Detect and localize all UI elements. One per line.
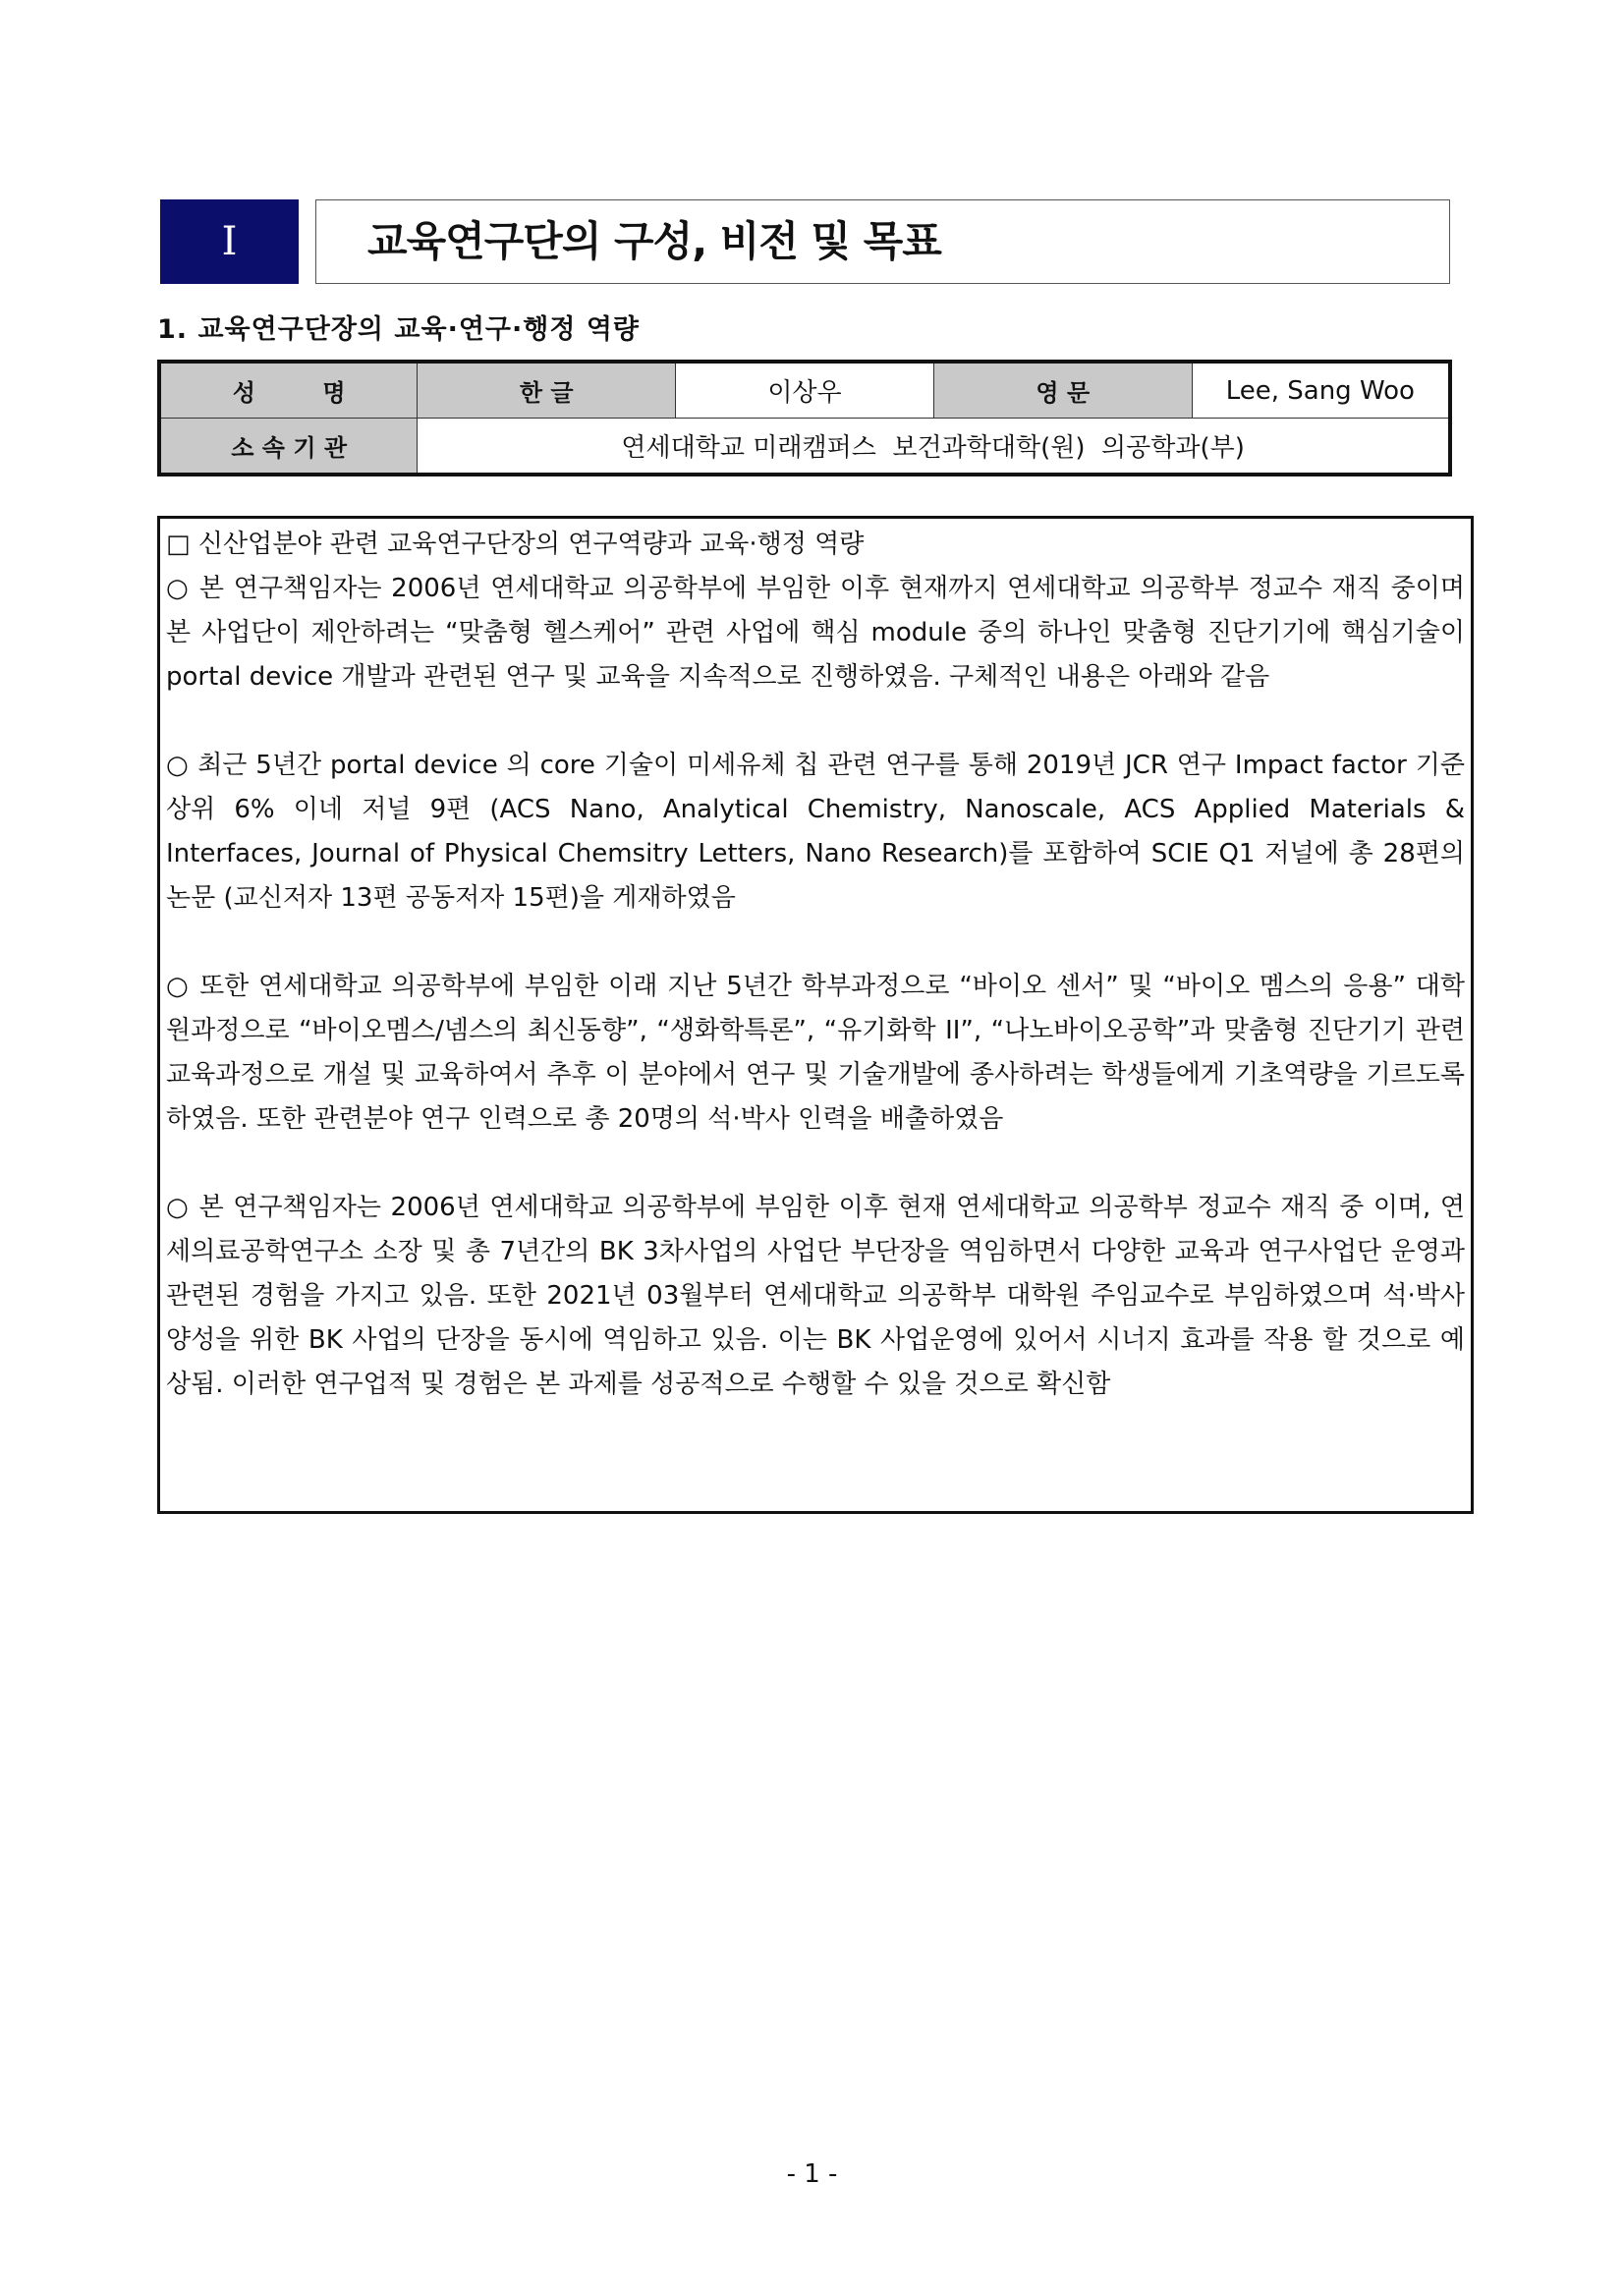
affiliation-value: 연세대학교 미래캠퍼스 보건과학대학(원) 의공학과(부) — [418, 419, 1450, 476]
page-number: - 1 - — [786, 2159, 838, 2189]
paragraph-career: ○ 본 연구책임자는 2006년 연세대학교 의공학부에 부임한 이후 현재까지 연세대학교 의공학부 정교수 재직 중이며 본 사업단이 제안하려는 “맞춤형 헬스케어” 관련 사업에 핵심 module 중의 하나인 맞춤형 진단기기에 핵심기술이 portal device 개발과 관련된 연구 및 교육을 지속적으로 진행하였음. 구체적인 내용은 아래와 같음 — [166, 574, 1465, 692]
info-row-affiliation — [159, 419, 1450, 476]
section-title: 1. 교육연구단장의 교육·연구·행정 역량 — [157, 314, 640, 345]
content-box — [157, 516, 1474, 1514]
chapter-number: I — [160, 199, 299, 284]
content-heading: □ 신산업분야 관련 교육연구단장의 연구역량과 교육·행정 역량 — [166, 530, 865, 559]
affiliation-label: 소 속 기 관 — [159, 419, 418, 476]
chapter-title: 교육연구단의 구성, 비전 및 목표 — [367, 217, 941, 265]
paragraph-administration: ○ 본 연구책임자는 2006년 연세대학교 의공학부에 부임한 이후 현재 연세대학교 의공학부 정교수 재직 중 이며, 연세의료공학연구소 소장 및 총 7년간의 BK 3차사업의 사업단 부단장을 역임하면서 다양한 교육과 연구사업단 운영과 관련된 경험을 가지고 있음. 또한 2021년 03월부터 연세대학교 의공학부 대학원 주임교수로 부임하였으며 석·박사 양성을 위한 BK 사업의 단장을 동시에 역임하고 있음. 이는 BK 사업운영에 있어서 시너지 효과를 작용 할 것으로 예상됨. 이러한 연구업적 및 경험은 본 과제를 성공적으로 수행할 수 있을 것으로 확신함 — [166, 1193, 1465, 1399]
name-label: 성 명 — [159, 362, 418, 419]
paragraph-publications: ○ 최근 5년간 portal device 의 core 기술이 미세유체 칩 관련 연구를 통해 2019년 JCR 연구 Impact factor 기준 상위 6% 이네 저널 9편 (ACS Nano, Analytical Chemistry, Nanoscale, ACS Applied Materials & Interfaces, Journal of Physical Chemsitry Letters, Nano Research)를 포함하여 SCIE Q1 저널에 총 28편의 논문 (교신저자 13편 공동저자 15편)을 게재하였음 — [166, 751, 1465, 913]
english-label: 영 문 — [933, 362, 1192, 419]
paragraph-education: ○ 또한 연세대학교 의공학부에 부임한 이래 지난 5년간 학부과정으로 “바이오 센서” 및 “바이오 멤스의 응용” 대학원과정으로 “바이오멤스/넴스의 최신동향”, “생화학특론”, “유기화학 II”, “나노바이오공학”과 맞춤형 진단기기 관련 교육과정으로 개설 및 교육하여서 추후 이 분야에서 연구 및 기술개발에 종사하려는 학생들에게 기초역량을 기르도록 하였음. 또한 관련분야 연구 인력으로 총 20명의 석·박사 인력을 배출하였음 — [166, 972, 1465, 1134]
english-name-value: Lee, Sang Woo — [1192, 362, 1450, 419]
chapter-header — [160, 199, 1450, 284]
korean-name-value: 이상우 — [676, 362, 934, 419]
info-row-name — [159, 362, 1450, 419]
korean-label: 한 글 — [418, 362, 676, 419]
info-table — [157, 360, 1452, 476]
chapter-title-box — [315, 199, 1450, 284]
